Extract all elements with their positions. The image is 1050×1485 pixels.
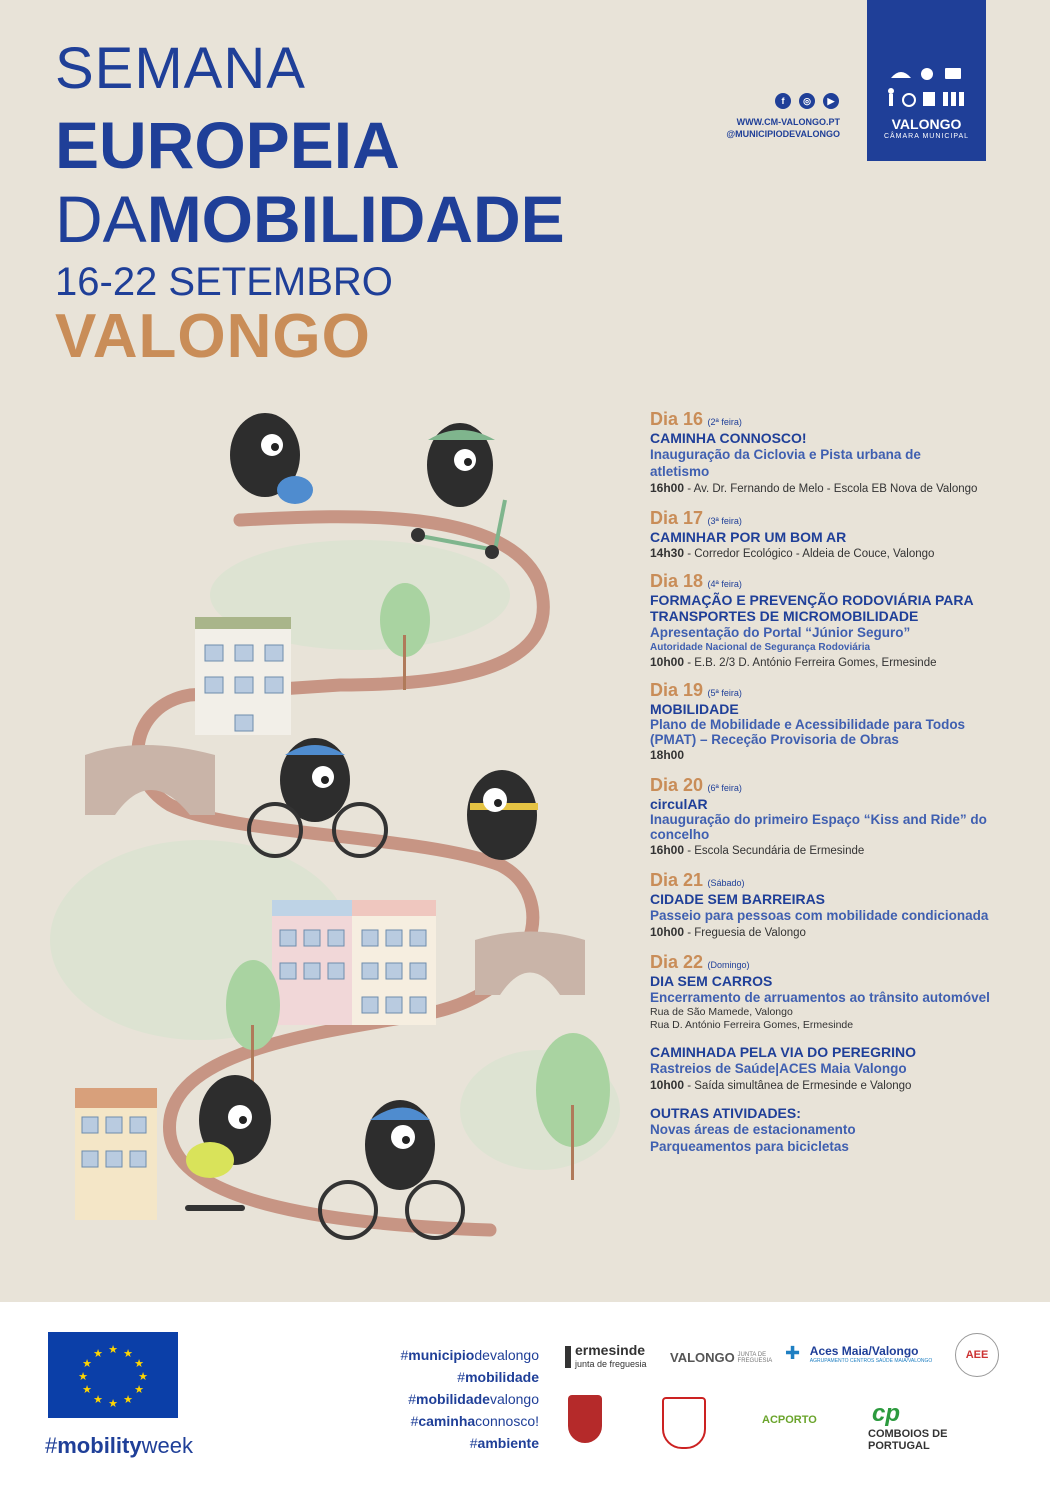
event-address: Rua de São Mamede, Valongo <box>650 1006 793 1018</box>
event-desc-2: Rastreios de Saúde|ACES Maia Valongo <box>650 1061 907 1076</box>
svg-text:★: ★ <box>108 1397 118 1410</box>
other-activities <box>650 1105 1030 1155</box>
hashtag-part: mobility <box>57 1433 142 1458</box>
building <box>195 617 291 735</box>
event-day-22 <box>650 952 1030 1095</box>
event-place: - Corredor Ecológico - Aldeia de Couce, Valongo <box>684 548 935 560</box>
logo-acporto: ACPORTO <box>762 1414 817 1426</box>
event-title-2: CAMINHADA PELA VIA DO PEREGRINO <box>650 1044 917 1060</box>
event-address: Rua D. António Ferreira Gomes, Ermesinde <box>650 1019 854 1031</box>
svg-text:★: ★ <box>138 1370 148 1383</box>
hashtag-item <box>340 1344 539 1366</box>
character-runner <box>467 770 538 860</box>
event-weekday: (Sábado) <box>707 878 745 888</box>
logo-text: COMBOIOS DE PORTUGAL <box>868 1428 948 1452</box>
valongo-logo[interactable] <box>867 0 986 161</box>
event-weekday: (2ª feira) <box>707 417 742 427</box>
event-day-18 <box>650 573 1030 672</box>
svg-text:★: ★ <box>108 1343 118 1356</box>
logo-aee: AEE <box>955 1333 999 1377</box>
event-place: - Escola Secundária de Ermesinde <box>684 845 865 857</box>
event-desc: Encerramento de arruamentos ao trânsito automóvel <box>650 990 990 1005</box>
svg-text:★: ★ <box>82 1383 92 1396</box>
municipal-icons <box>885 66 969 110</box>
event-schedule <box>650 409 1030 1165</box>
event-day: Dia 16 <box>650 409 704 429</box>
event-time: 16h00 <box>650 481 685 495</box>
tree <box>226 960 280 1085</box>
event-time: 16h00 <box>650 843 685 857</box>
event-day: Dia 18 <box>650 571 704 591</box>
eu-flag-icon <box>48 1332 178 1418</box>
hashtag-part: # <box>408 1391 417 1407</box>
event-day: Dia 19 <box>650 680 704 700</box>
event-title: CAMINHAR POR UM BOM AR <box>650 529 847 545</box>
logo-subtext: JUNTA DE FREGUESIA <box>737 1352 773 1364</box>
event-time: 10h00 <box>650 1078 685 1092</box>
svg-text:★: ★ <box>93 1393 103 1406</box>
hashtag-part: ambiente <box>477 1435 539 1451</box>
youtube-icon[interactable]: ▶ <box>823 93 839 109</box>
event-day: Dia 20 <box>650 775 704 795</box>
event-desc: Apresentação do Portal “Júnior Seguro” <box>650 625 911 640</box>
event-weekday: (6ª feira) <box>707 783 742 793</box>
svg-text:★: ★ <box>134 1357 144 1370</box>
other-activity-item: Novas áreas de estacionamento <box>650 1122 856 1137</box>
hashtag-part: # <box>469 1435 478 1451</box>
arch-bridge <box>85 745 215 815</box>
hashtag-part: valongo <box>489 1391 539 1407</box>
hashtag-part: mobilidade <box>465 1369 539 1385</box>
contact-info <box>726 116 840 140</box>
title-line-1: SEMANA <box>55 36 306 101</box>
event-day-21 <box>650 870 1030 942</box>
event-weekday: (3ª feira) <box>707 516 742 526</box>
hashtag-list <box>340 1344 539 1454</box>
event-day: Dia 17 <box>650 508 704 528</box>
event-desc: Plano de Mobilidade e Acessibilidade para Todos (PMAT) – Receção Provisoria de Obras <box>650 717 966 747</box>
event-weekday: (5ª feira) <box>707 688 742 698</box>
event-day-16 <box>650 409 1030 498</box>
hashtag-item <box>340 1388 539 1410</box>
logo-subtext: junta de freguesia <box>575 1359 647 1369</box>
svg-text:★: ★ <box>78 1370 88 1383</box>
event-desc: Inauguração da Ciclovia e Pista urbana de atletismo <box>650 447 921 479</box>
hashtag-part: caminha <box>418 1413 476 1429</box>
event-place: - Saída simultânea de Ermesinde e Valongo <box>684 1080 912 1092</box>
logo-text: Aces Maia/Valongo <box>809 1344 919 1358</box>
logo-cp <box>868 1400 1004 1452</box>
hashtag-part: mobilidade <box>416 1391 490 1407</box>
character-walker <box>230 413 313 504</box>
buildings-pink <box>272 900 436 1025</box>
crest-valongo-icon <box>662 1397 706 1449</box>
logo-valongo-jf <box>670 1350 774 1365</box>
hashtag-item <box>340 1366 539 1388</box>
svg-text:★: ★ <box>123 1393 133 1406</box>
arch-bridge <box>475 932 585 996</box>
title-da: DA <box>55 182 147 256</box>
logo-ermesinde <box>565 1343 647 1371</box>
facebook-icon[interactable]: f <box>775 93 791 109</box>
event-title: MOBILIDADE <box>650 701 739 717</box>
event-place: - Freguesia de Valongo <box>684 927 806 939</box>
aces-cross-icon: ✚ <box>785 1343 801 1363</box>
instagram-icon[interactable]: ◎ <box>799 93 815 109</box>
event-weekday: (Domingo) <box>707 960 750 970</box>
event-weekday: (4ª feira) <box>707 579 742 589</box>
city-name: VALONGO <box>55 302 371 371</box>
website-link[interactable]: WWW.CM-VALONGO.PT <box>736 117 840 127</box>
svg-text:★: ★ <box>82 1357 92 1370</box>
title-line-3 <box>55 182 565 256</box>
event-time: 10h00 <box>650 655 685 669</box>
logo-subtext: AGRUPAMENTO CENTROS SAÚDE MAIA/VALONGO <box>809 1358 933 1364</box>
title-mobilidade: MOBILIDADE <box>146 182 565 256</box>
event-time: 10h00 <box>650 925 685 939</box>
tree <box>380 583 430 690</box>
hashtag-part: municipio <box>408 1347 475 1363</box>
logo-subtitle: CÂMARA MUNICIPAL <box>883 133 970 140</box>
mobility-path-illustration <box>40 395 640 1255</box>
cp-icon: cp <box>872 1400 901 1427</box>
event-place: - E.B. 2/3 D. António Ferreira Gomes, Ermesinde <box>684 657 937 669</box>
logo-text: ermesinde <box>575 1342 646 1358</box>
hashtag-part: # <box>45 1433 58 1458</box>
crest-icon <box>568 1395 602 1443</box>
event-organizer: Autoridade Nacional de Segurança Rodoviária <box>650 642 871 653</box>
svg-text:★: ★ <box>93 1347 103 1360</box>
event-title: CIDADE SEM BARREIRAS <box>650 891 826 907</box>
hashtag-part: # <box>400 1347 409 1363</box>
hashtag-item <box>340 1410 539 1432</box>
event-time: 18h00 <box>650 748 685 762</box>
event-title: circulAR <box>650 796 708 812</box>
hashtag-part: # <box>457 1369 466 1385</box>
hashtag-part: connosco! <box>475 1413 539 1429</box>
event-day-17 <box>650 508 1030 563</box>
hashtag-item <box>340 1432 539 1454</box>
hashtag-part: week <box>141 1433 193 1458</box>
event-title: FORMAÇÃO E PREVENÇÃO RODOVIÁRIA PARA TRANSPORTES DE MICROMOBILIDADE <box>650 592 974 624</box>
hashtag-part: devalongo <box>474 1347 539 1363</box>
event-place: - Av. Dr. Fernando de Melo - Escola EB Nova de Valongo <box>684 483 978 495</box>
event-title: CAMINHA CONNOSCO! <box>650 430 807 446</box>
svg-text:★: ★ <box>123 1347 133 1360</box>
logo-text: VALONGO <box>670 1350 735 1365</box>
event-day: Dia 22 <box>650 952 704 972</box>
logo-aces <box>785 1343 932 1365</box>
logo-name: VALONGO <box>891 116 962 132</box>
event-day-20 <box>650 775 1030 860</box>
mobilityweek-hashtag <box>45 1433 193 1459</box>
other-activities-title: OUTRAS ATIVIDADES: <box>650 1105 801 1121</box>
event-day: Dia 21 <box>650 870 704 890</box>
building-yellow <box>75 1088 157 1220</box>
event-title: DIA SEM CARROS <box>650 973 773 989</box>
other-activity-item: Parqueamentos para bicicletas <box>650 1139 849 1154</box>
event-time: 14h30 <box>650 546 685 560</box>
hashtag-part: # <box>410 1413 419 1429</box>
event-desc: Passeio para pessoas com mobilidade condicionada <box>650 908 989 923</box>
svg-text:★: ★ <box>134 1383 144 1396</box>
event-desc: Inauguração do primeiro Espaço “Kiss and Ride” do concelho <box>650 812 987 842</box>
event-day-19 <box>650 682 1030 765</box>
title-line-2: EUROPEIA <box>55 108 400 182</box>
social-handle[interactable]: @MUNICIPIODEVALONGO <box>726 129 840 139</box>
event-dates: 16-22 SETEMBRO <box>55 260 393 304</box>
